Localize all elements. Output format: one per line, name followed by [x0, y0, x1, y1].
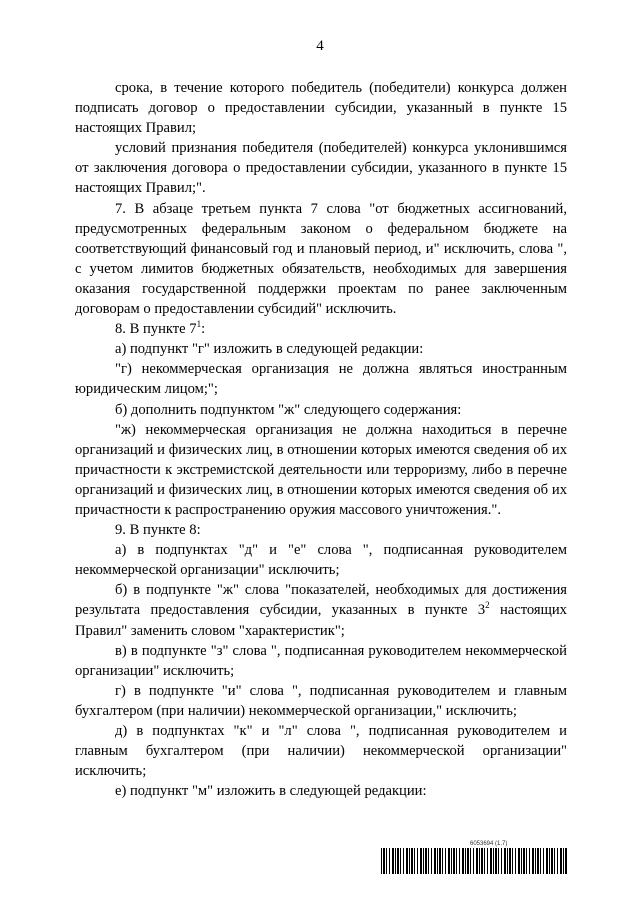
paragraph: а) в подпунктах "д" и "е" слова ", подписанная руководителем некоммерческой организации" исключить;: [75, 542, 567, 579]
paragraph: г) в подпункте "и" слова ", подписанная руководителем и главным бухгалтером (при наличии) некоммерческой организации," исключить;: [75, 682, 567, 719]
paragraph: е) подпункт "м" изложить в следующей редакции:: [115, 783, 427, 800]
paragraph: в) в подпункте "з" слова ", подписанная руководителем некоммерческой организации" исключить;: [75, 642, 567, 679]
paragraph: срока, в течение которого победитель (победители) конкурса должен подписать договор о предоставлении субсидии, указанный в пункте 15 настоящих Правил;: [75, 80, 567, 137]
paragraph-item-9b: [75, 580, 567, 640]
item-9b-text: б) в подпункте "ж" слова "показателей, необходимых для достижения результата предоставления субсидии, указанных в пункте 3: [75, 582, 567, 619]
paragraph: а) подпункт "г" изложить в следующей редакции:: [115, 341, 424, 358]
paragraph: б) дополнить подпунктом "ж" следующего содержания:: [115, 401, 462, 418]
paragraph: "г) некоммерческая организация не должна являться иностранным юридическим лицом;";: [75, 361, 567, 398]
item-8-text: 8. В пункте 7: [115, 321, 197, 338]
item-9b-superscript: 2: [485, 600, 490, 611]
barcode: [381, 848, 567, 874]
document-body: [75, 78, 567, 801]
paragraph-item-8: [75, 319, 567, 339]
paragraph: д) в подпунктах "к" и "л" слова ", подписанная руководителем и главным бухгалтером (при наличии) некоммерческой организации" исключить;: [75, 723, 567, 780]
document-code: 6053694 (1.7): [470, 841, 508, 847]
item-8-tail: :: [201, 321, 206, 338]
page-number: 4: [316, 38, 324, 54]
paragraph: условий признания победителя (победителей) конкурса уклонившимся от заключения договора о предоставлении субсидии, указанного в пункте 15 настоящих Правил;".: [75, 140, 567, 197]
paragraph: 9. В пункте 8:: [115, 522, 201, 539]
paragraph: "ж) некоммерческая организация не должна находиться в перечне организаций и физических лиц, в отношении которых имеются сведения об их причастности к экстремистской деятельности или терроризму, либо в перечне организаций и физических лиц, в отношении которых имеются сведения об их причастности к распространению оружия массового уничтожения.".: [75, 421, 567, 518]
paragraph: 7. В абзаце третьем пункта 7 слова "от бюджетных ассигнований, предусмотренных федеральным законом о федеральном бюджете на соответствующий финансовый год и плановый период, и" исключить, слова ", с учетом лимитов бюджетных обязательств, необходимых для завершения оказания государственной поддержки проектам по ранее заключенным договорам о предоставлении субсидий" исключить.: [75, 200, 567, 318]
item-9b-tail: настоящих Правил" заменить словом "характеристик";: [75, 602, 567, 639]
item-8-superscript: 1: [196, 319, 202, 330]
